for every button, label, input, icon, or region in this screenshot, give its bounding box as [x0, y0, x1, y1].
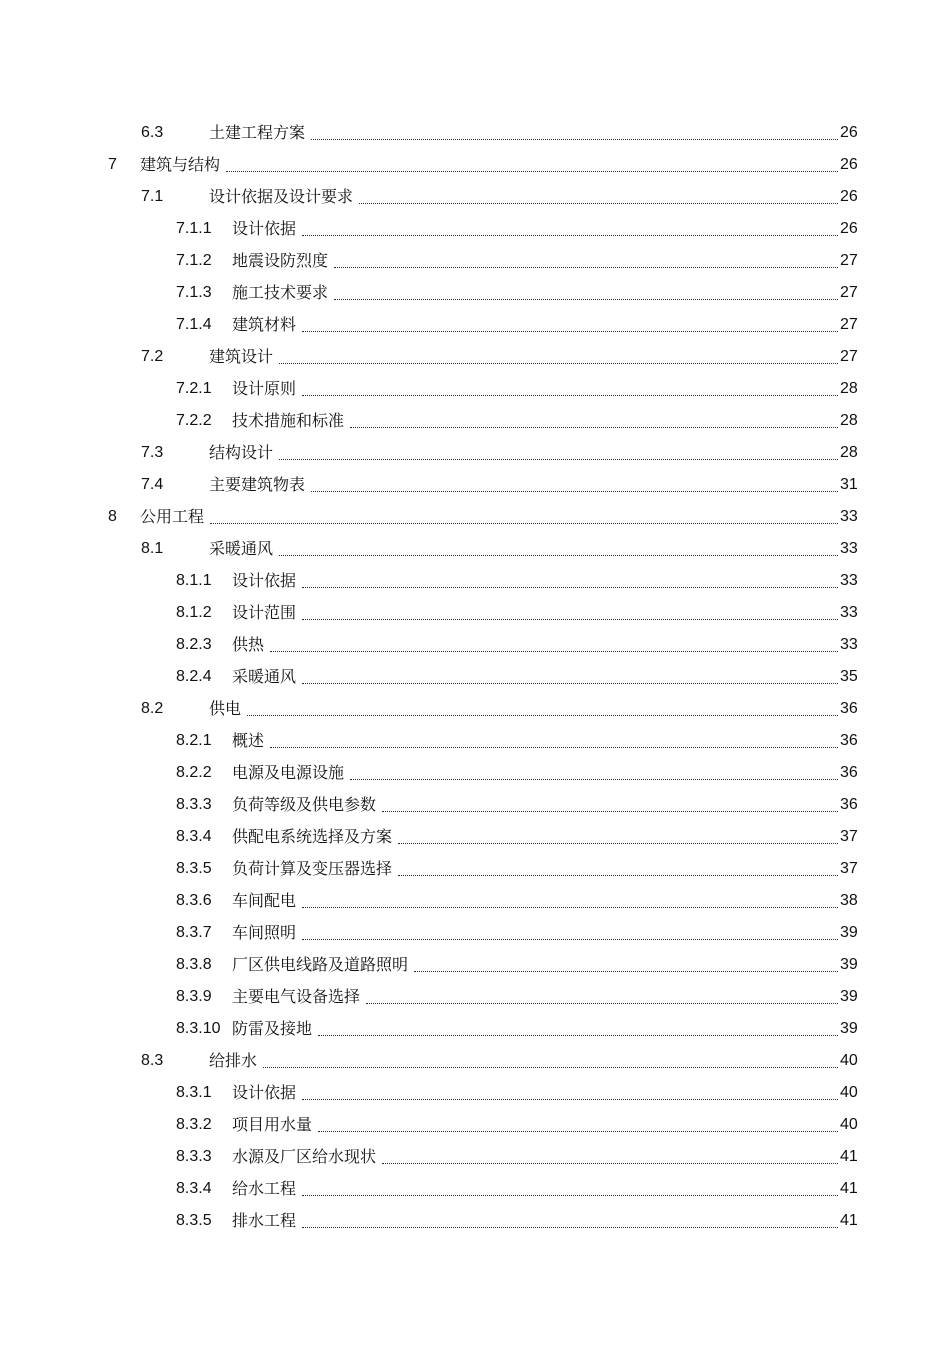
toc-entry-page: 27: [840, 252, 858, 269]
toc-entry-number: 7.2.1: [176, 373, 216, 405]
toc-leader-dots: [311, 459, 838, 492]
toc-leader-dots: [350, 747, 838, 780]
toc-entry-number: 8.3.9: [176, 981, 216, 1013]
toc-entry-number: 7.4: [141, 469, 167, 501]
toc-entry-page: 39: [840, 924, 858, 941]
toc-entry-number: 8.2.4: [176, 661, 216, 693]
toc-leader-dots: [414, 939, 838, 972]
toc-entry-number: 8.2.1: [176, 725, 216, 757]
toc-entry-page: 40: [840, 1084, 858, 1101]
toc-leader-dots: [263, 1035, 838, 1068]
toc-entry-page: 39: [840, 1020, 858, 1037]
toc-entry-title: 土建工程方案: [209, 117, 309, 149]
table-of-contents: [0, 117, 950, 1237]
toc-entry-number: 8.2: [141, 693, 167, 725]
toc-entry-number: 8: [108, 501, 121, 533]
toc-entry-title: 给排水: [209, 1045, 261, 1077]
toc-entry-title: 车间配电: [232, 885, 300, 917]
toc-leader-dots: [350, 395, 838, 428]
toc-leader-dots: [366, 971, 838, 1004]
toc-leader-dots: [398, 843, 838, 876]
toc-leader-dots: [334, 235, 838, 268]
toc-entry-title: 结构设计: [209, 437, 277, 469]
toc-entry-title: 主要电气设备选择: [232, 981, 364, 1013]
toc-leader-dots: [302, 555, 838, 588]
toc-entry-title: 车间照明: [232, 917, 300, 949]
toc-leader-dots: [318, 1003, 838, 1036]
toc-entry-number: 7: [108, 149, 121, 181]
toc-entry-page: 41: [840, 1180, 858, 1197]
toc-entry-page: 26: [840, 124, 858, 141]
toc-entry-number: 8.3.3: [176, 1141, 216, 1173]
toc-entry-title: 项目用水量: [232, 1109, 316, 1141]
toc-entry-page: 33: [840, 508, 858, 525]
toc-entry-number: 8.1: [141, 533, 167, 565]
toc-entry-title: 厂区供电线路及道路照明: [232, 949, 412, 981]
toc-entry-title: 采暖通风: [232, 661, 300, 693]
toc-leader-dots: [302, 651, 838, 684]
toc-entry-page: 33: [840, 636, 858, 653]
toc-leader-dots: [318, 1099, 838, 1132]
toc-leader-dots: [302, 587, 838, 620]
toc-entry-page: 39: [840, 988, 858, 1005]
toc-entry-title: 地震设防烈度: [232, 245, 332, 277]
toc-entry-number: 7.1.2: [176, 245, 216, 277]
toc-entry-title: 技术措施和标准: [232, 405, 348, 437]
toc-leader-dots: [210, 491, 838, 524]
toc-entry-page: 35: [840, 668, 858, 685]
toc-entry-page: 28: [840, 412, 858, 429]
toc-entry-number: 6.3: [141, 117, 167, 149]
toc-leader-dots: [247, 683, 838, 716]
toc-entry-title: 排水工程: [232, 1205, 300, 1237]
toc-entry-page: 26: [840, 156, 858, 173]
toc-entry-number: 8.3.3: [176, 789, 216, 821]
toc-entry-title: 设计依据: [232, 213, 300, 245]
toc-entry-page: 36: [840, 700, 858, 717]
toc-entry-number: 8.2.3: [176, 629, 216, 661]
toc-entry-number: 8.3.4: [176, 821, 216, 853]
toc-leader-dots: [334, 267, 838, 300]
toc-entry-title: 设计依据: [232, 565, 300, 597]
toc-entry-page: 26: [840, 220, 858, 237]
toc-entry-page: 27: [840, 284, 858, 301]
toc-leader-dots: [398, 811, 838, 844]
toc-entry-page: 40: [840, 1116, 858, 1133]
toc-entry-page: 33: [840, 540, 858, 557]
toc-entry-number: 8.2.2: [176, 757, 216, 789]
toc-entry-page: 27: [840, 316, 858, 333]
toc-leader-dots: [311, 107, 838, 140]
toc-entry-title: 主要建筑物表: [209, 469, 309, 501]
toc-entry-title: 建筑与结构: [140, 149, 224, 181]
toc-entry-number: 7.2.2: [176, 405, 216, 437]
toc-leader-dots: [302, 907, 838, 940]
toc-leader-dots: [270, 715, 838, 748]
toc-leader-dots: [302, 203, 838, 236]
toc-entry[interactable]: [0, 1205, 950, 1237]
toc-leader-dots: [279, 331, 838, 364]
toc-leader-dots: [302, 1195, 838, 1228]
toc-entry-title: 设计依据: [232, 1077, 300, 1109]
toc-entry-number: 7.1.1: [176, 213, 216, 245]
toc-entry-title: 给水工程: [232, 1173, 300, 1205]
toc-entry-number: 7.3: [141, 437, 167, 469]
toc-entry-number: 7.1.4: [176, 309, 216, 341]
toc-entry-number: 7.1: [141, 181, 167, 213]
toc-entry-title: 设计原则: [232, 373, 300, 405]
toc-entry-page: 31: [840, 476, 858, 493]
toc-leader-dots: [302, 299, 838, 332]
toc-leader-dots: [302, 875, 838, 908]
toc-entry-number: 8.3.2: [176, 1109, 216, 1141]
toc-entry-title: 建筑材料: [232, 309, 300, 341]
toc-leader-dots: [302, 1067, 838, 1100]
toc-entry-number: 8.1.2: [176, 597, 216, 629]
toc-entry-number: 8.1.1: [176, 565, 216, 597]
toc-entry-number: 8.3.5: [176, 1205, 216, 1237]
toc-leader-dots: [302, 363, 838, 396]
toc-entry-page: 36: [840, 796, 858, 813]
toc-leader-dots: [382, 779, 838, 812]
toc-entry-page: 33: [840, 572, 858, 589]
toc-entry-title: 设计范围: [232, 597, 300, 629]
toc-entry-title: 水源及厂区给水现状: [232, 1141, 380, 1173]
toc-entry-title: 公用工程: [140, 501, 208, 533]
toc-entry-number: 8.3.10: [176, 1013, 224, 1045]
toc-entry-page: 33: [840, 604, 858, 621]
toc-entry-page: 38: [840, 892, 858, 909]
toc-entry-title: 建筑设计: [209, 341, 277, 373]
toc-leader-dots: [382, 1131, 838, 1164]
toc-entry-title: 负荷等级及供电参数: [232, 789, 380, 821]
toc-entry-title: 电源及电源设施: [232, 757, 348, 789]
toc-leader-dots: [270, 619, 838, 652]
toc-entry-title: 供热: [232, 629, 268, 661]
toc-entry-page: 36: [840, 764, 858, 781]
toc-leader-dots: [302, 1163, 838, 1196]
toc-entry-title: 负荷计算及变压器选择: [232, 853, 396, 885]
toc-leader-dots: [359, 171, 838, 204]
toc-entry-number: 8.3.5: [176, 853, 216, 885]
toc-entry-title: 概述: [232, 725, 268, 757]
toc-entry-page: 41: [840, 1212, 858, 1229]
toc-entry-page: 36: [840, 732, 858, 749]
toc-entry-page: 28: [840, 444, 858, 461]
toc-entry-number: 8.3.6: [176, 885, 216, 917]
toc-leader-dots: [279, 427, 838, 460]
toc-entry-page: 41: [840, 1148, 858, 1165]
toc-entry-number: 7.1.3: [176, 277, 216, 309]
toc-entry-page: 37: [840, 828, 858, 845]
toc-entry-number: 8.3: [141, 1045, 167, 1077]
toc-entry-page: 37: [840, 860, 858, 877]
toc-entry-title: 施工技术要求: [232, 277, 332, 309]
toc-entry-title: 防雷及接地: [232, 1013, 316, 1045]
toc-entry-page: 39: [840, 956, 858, 973]
toc-entry-number: 8.3.8: [176, 949, 216, 981]
toc-entry-number: 8.3.1: [176, 1077, 216, 1109]
toc-entry-page: 27: [840, 348, 858, 365]
toc-entry-number: 8.3.4: [176, 1173, 216, 1205]
toc-leader-dots: [279, 523, 838, 556]
toc-entry-title: 设计依据及设计要求: [209, 181, 357, 213]
toc-entry-number: 7.2: [141, 341, 167, 373]
toc-entry-page: 28: [840, 380, 858, 397]
toc-entry-number: 8.3.7: [176, 917, 216, 949]
toc-entry-title: 采暖通风: [209, 533, 277, 565]
toc-entry-page: 26: [840, 188, 858, 205]
toc-entry-title: 供电: [209, 693, 245, 725]
toc-entry-title: 供配电系统选择及方案: [232, 821, 396, 853]
toc-leader-dots: [226, 139, 838, 172]
toc-entry-page: 40: [840, 1052, 858, 1069]
